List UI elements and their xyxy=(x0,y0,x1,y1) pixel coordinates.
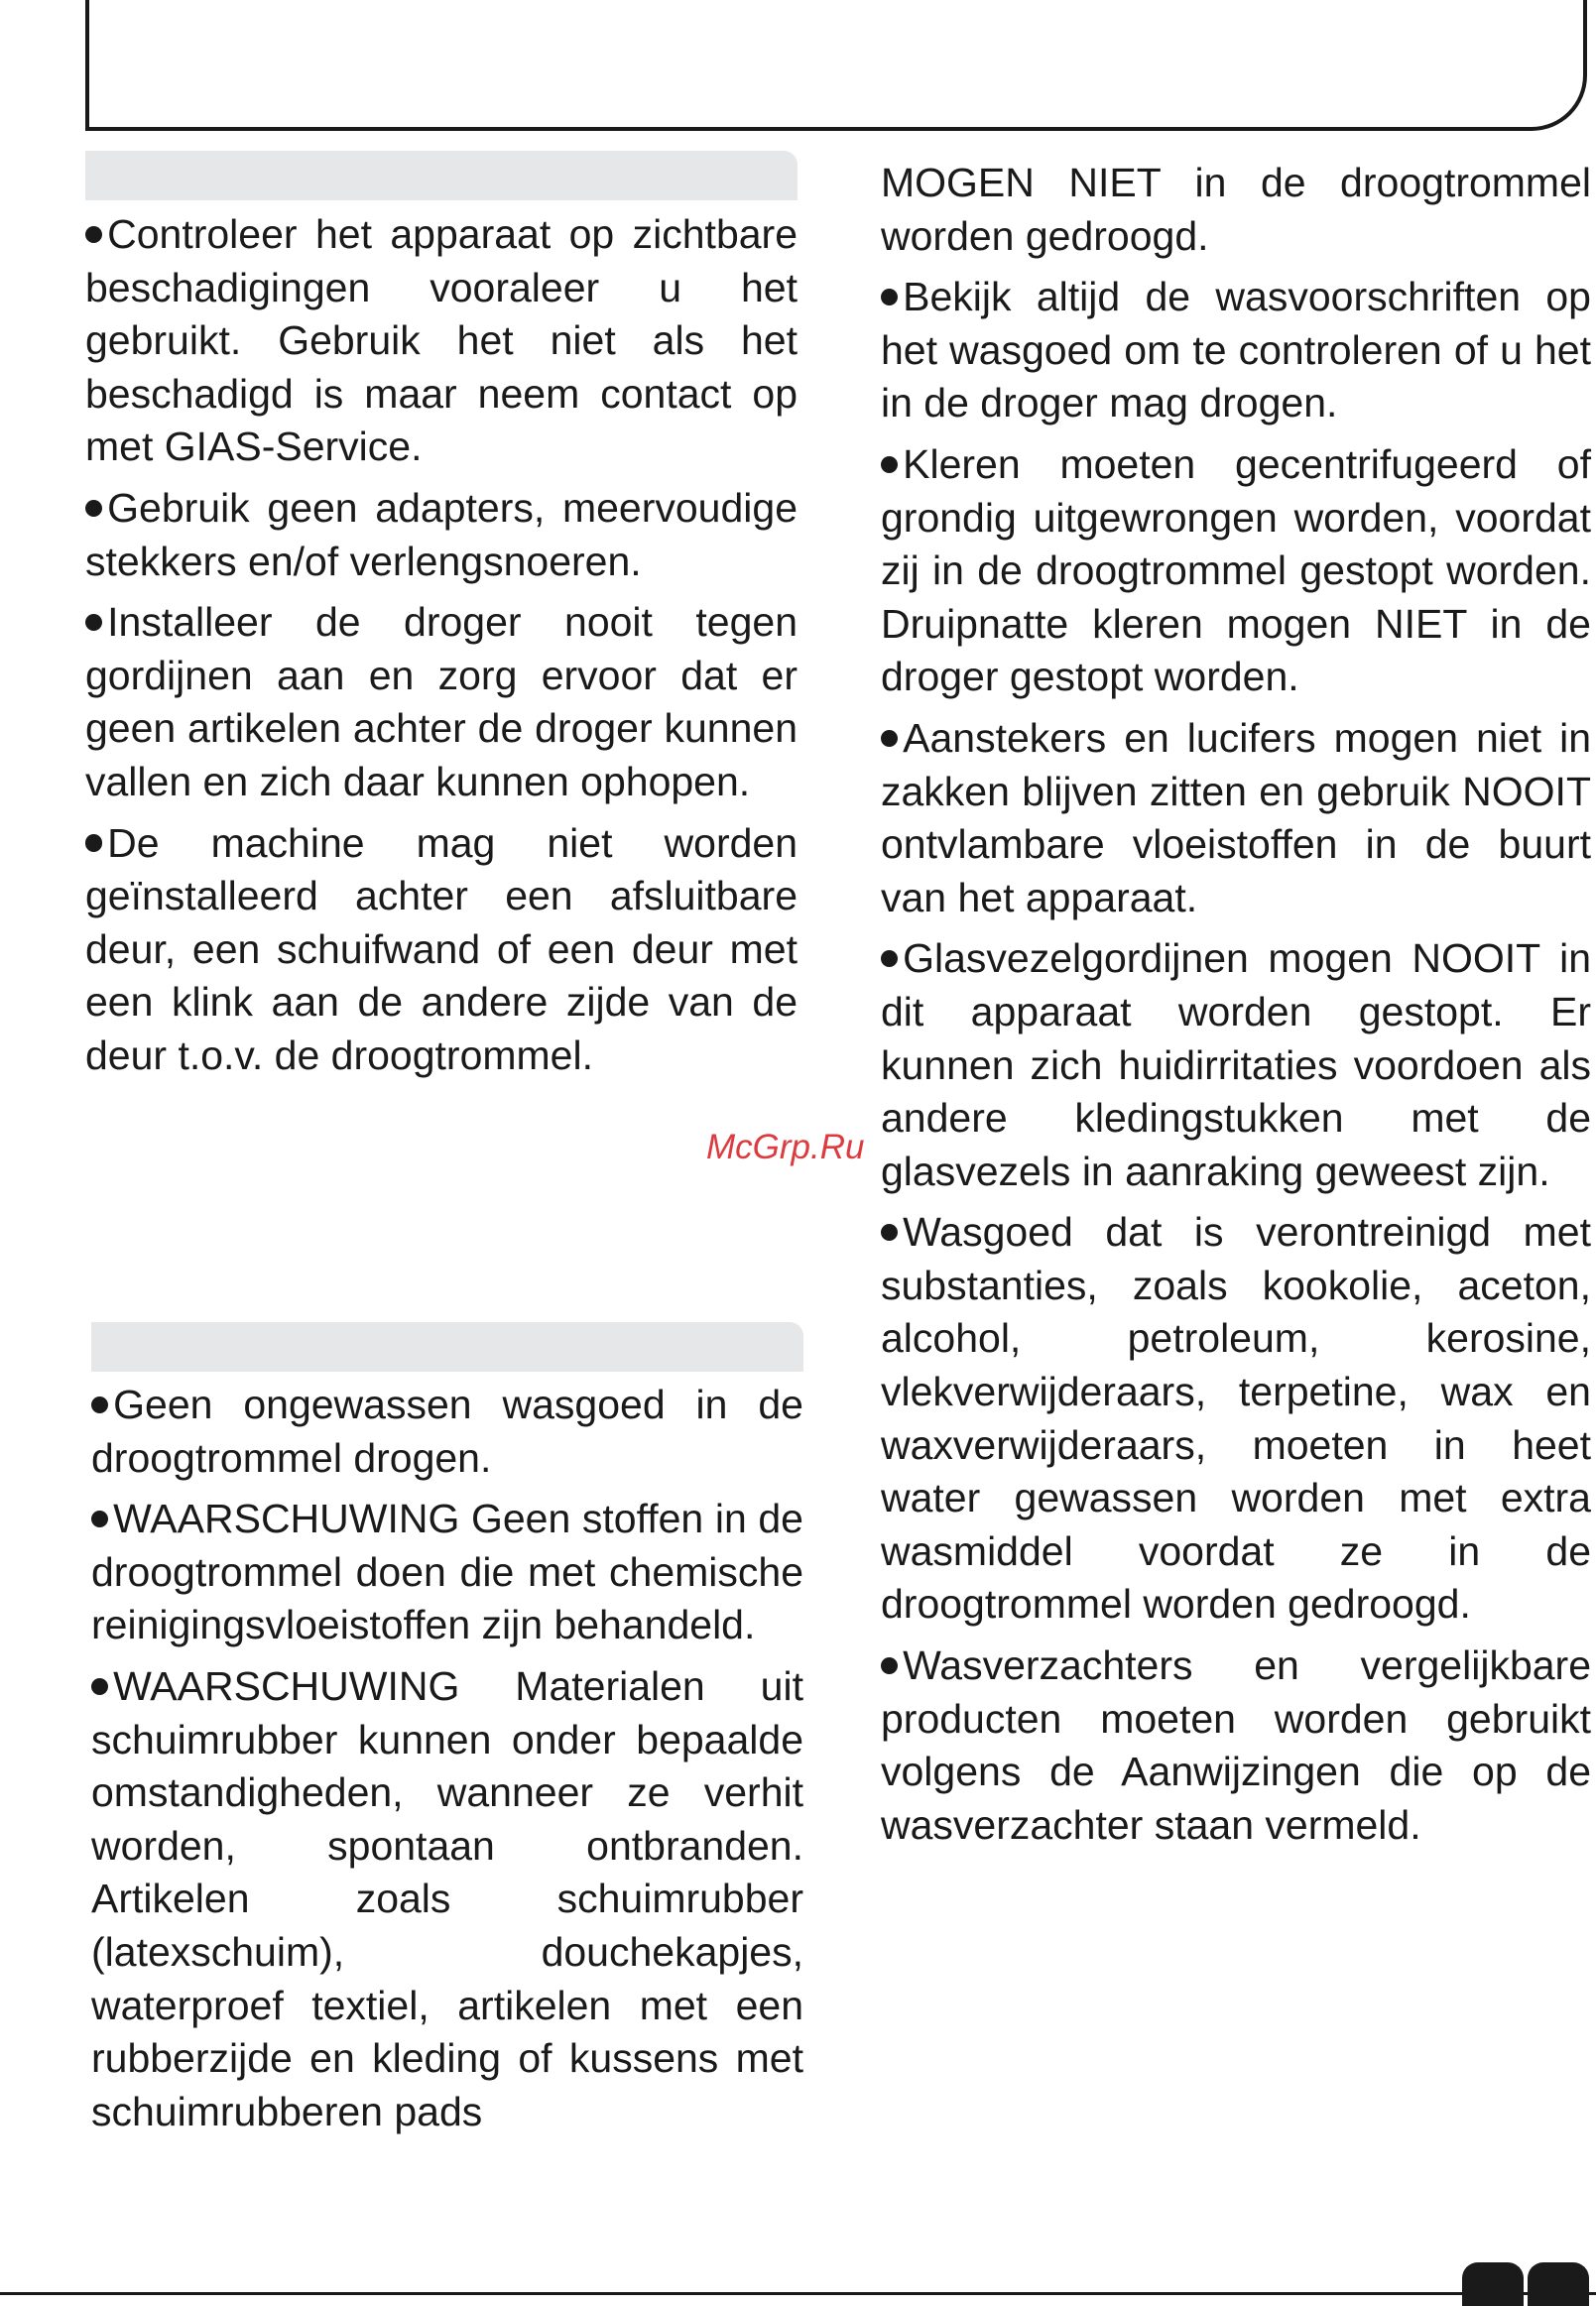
bullet-icon xyxy=(881,1224,898,1241)
page-tab-left xyxy=(1462,2262,1524,2306)
bullet-icon xyxy=(85,226,102,243)
bullet-icon xyxy=(85,834,102,851)
bullet-icon xyxy=(881,289,898,305)
right-column xyxy=(881,157,1591,1860)
watermark: McGrp.Ru xyxy=(706,1128,865,1166)
section-bar-2 xyxy=(91,1322,803,1372)
list-item: Geen ongewassen wasgoed in de droogtrommel drogen. xyxy=(91,1382,803,1481)
list-item: Wasverzachters en vergelijkbare producten moeten worden gebruikt volgens de Aanwijzingen die op de wasverzachter staan vermeld. xyxy=(881,1642,1591,1848)
list-item: WAARSCHUWING Materialen uit schuimrubber kunnen onder bepaalde omstandigheden, wanneer ze verhit worden, spontaan ontbranden. Artikelen zoals schuimrubber (latexschuim), douchekapjes, waterproef textiel, artikelen met een rubberzijde en kleding of kussens met schuimrubberen pads xyxy=(91,1662,803,2134)
bullet-icon xyxy=(85,614,102,631)
bullet-icon xyxy=(881,730,898,747)
list-item: Wasgoed dat is verontreinigd met substanties, zoals kookolie, aceton, alcohol, petroleum, kerosine, vlekverwijderaars, terpetine, wax en waxverwijderaars, moeten in heet water gewassen worden met extra wasmiddel voordat ze in de droogtrommel worden gedroogd. xyxy=(881,1209,1591,1628)
footer-rule xyxy=(0,2292,1596,2295)
header-box xyxy=(85,0,1587,131)
list-item: Gebruik geen adapters, meervoudige stekkers en/of verlengsnoeren. xyxy=(85,484,798,584)
bullet-icon xyxy=(881,950,898,967)
left-column-section-2 xyxy=(91,1379,803,2146)
bullet-icon xyxy=(85,500,102,517)
list-item: De machine mag niet worden geïnstalleerd achter een afsluitbare deur, een schuifwand of een deur met een klink aan de andere zijde van de deur t.o.v. de droogtrommel. xyxy=(85,819,798,1078)
bullet-icon xyxy=(91,1396,108,1413)
list-item: Controleer het apparaat op zichtbare beschadigingen vooraleer u het gebruikt. Gebruik het niet als het beschadigd is maar neem contact op met GIAS-Service. xyxy=(85,211,798,470)
bullet-icon xyxy=(91,1511,108,1527)
page-tab-right xyxy=(1528,2262,1589,2306)
bullet-icon xyxy=(881,456,898,473)
list-item: Kleren moeten gecentrifugeerd of grondig uitgewrongen worden, voordat zij in de droogtrommel gestopt worden. Druipnatte kleren mogen NIET in de droger gestopt worden. xyxy=(881,440,1591,700)
list-item: WAARSCHUWING Geen stoffen in de droogtrommel doen die met chemische reinigingsvloeistoffen zijn behandeld. xyxy=(91,1496,803,1648)
section-bar-1 xyxy=(85,151,798,200)
bullet-icon xyxy=(91,1678,108,1695)
list-item: Aanstekers en lucifers mogen niet in zakken blijven zitten en gebruik NOOIT ontvlambare vloeistoffen in de buurt van het apparaat. xyxy=(881,714,1591,920)
bullet-icon xyxy=(881,1657,898,1674)
list-item: Installeer de droger nooit tegen gordijnen aan en zorg ervoor dat er geen artikelen achter de droger kunnen vallen en zich daar kunnen ophopen. xyxy=(85,599,798,804)
list-item: Glasvezelgordijnen mogen NOOIT in dit apparaat worden gestopt. Er kunnen zich huidirritaties voordoen als andere kledingstukken met de glasvezels in aanraking geweest zijn. xyxy=(881,935,1591,1194)
list-item: Bekijk altijd de wasvoorschriften op het wasgoed om te controleren of u het in de droger mag drogen. xyxy=(881,274,1591,426)
left-column-section-1 xyxy=(85,208,798,1091)
continuation-text: MOGEN NIET in de droogtrommel worden gedroogd. xyxy=(881,160,1591,259)
